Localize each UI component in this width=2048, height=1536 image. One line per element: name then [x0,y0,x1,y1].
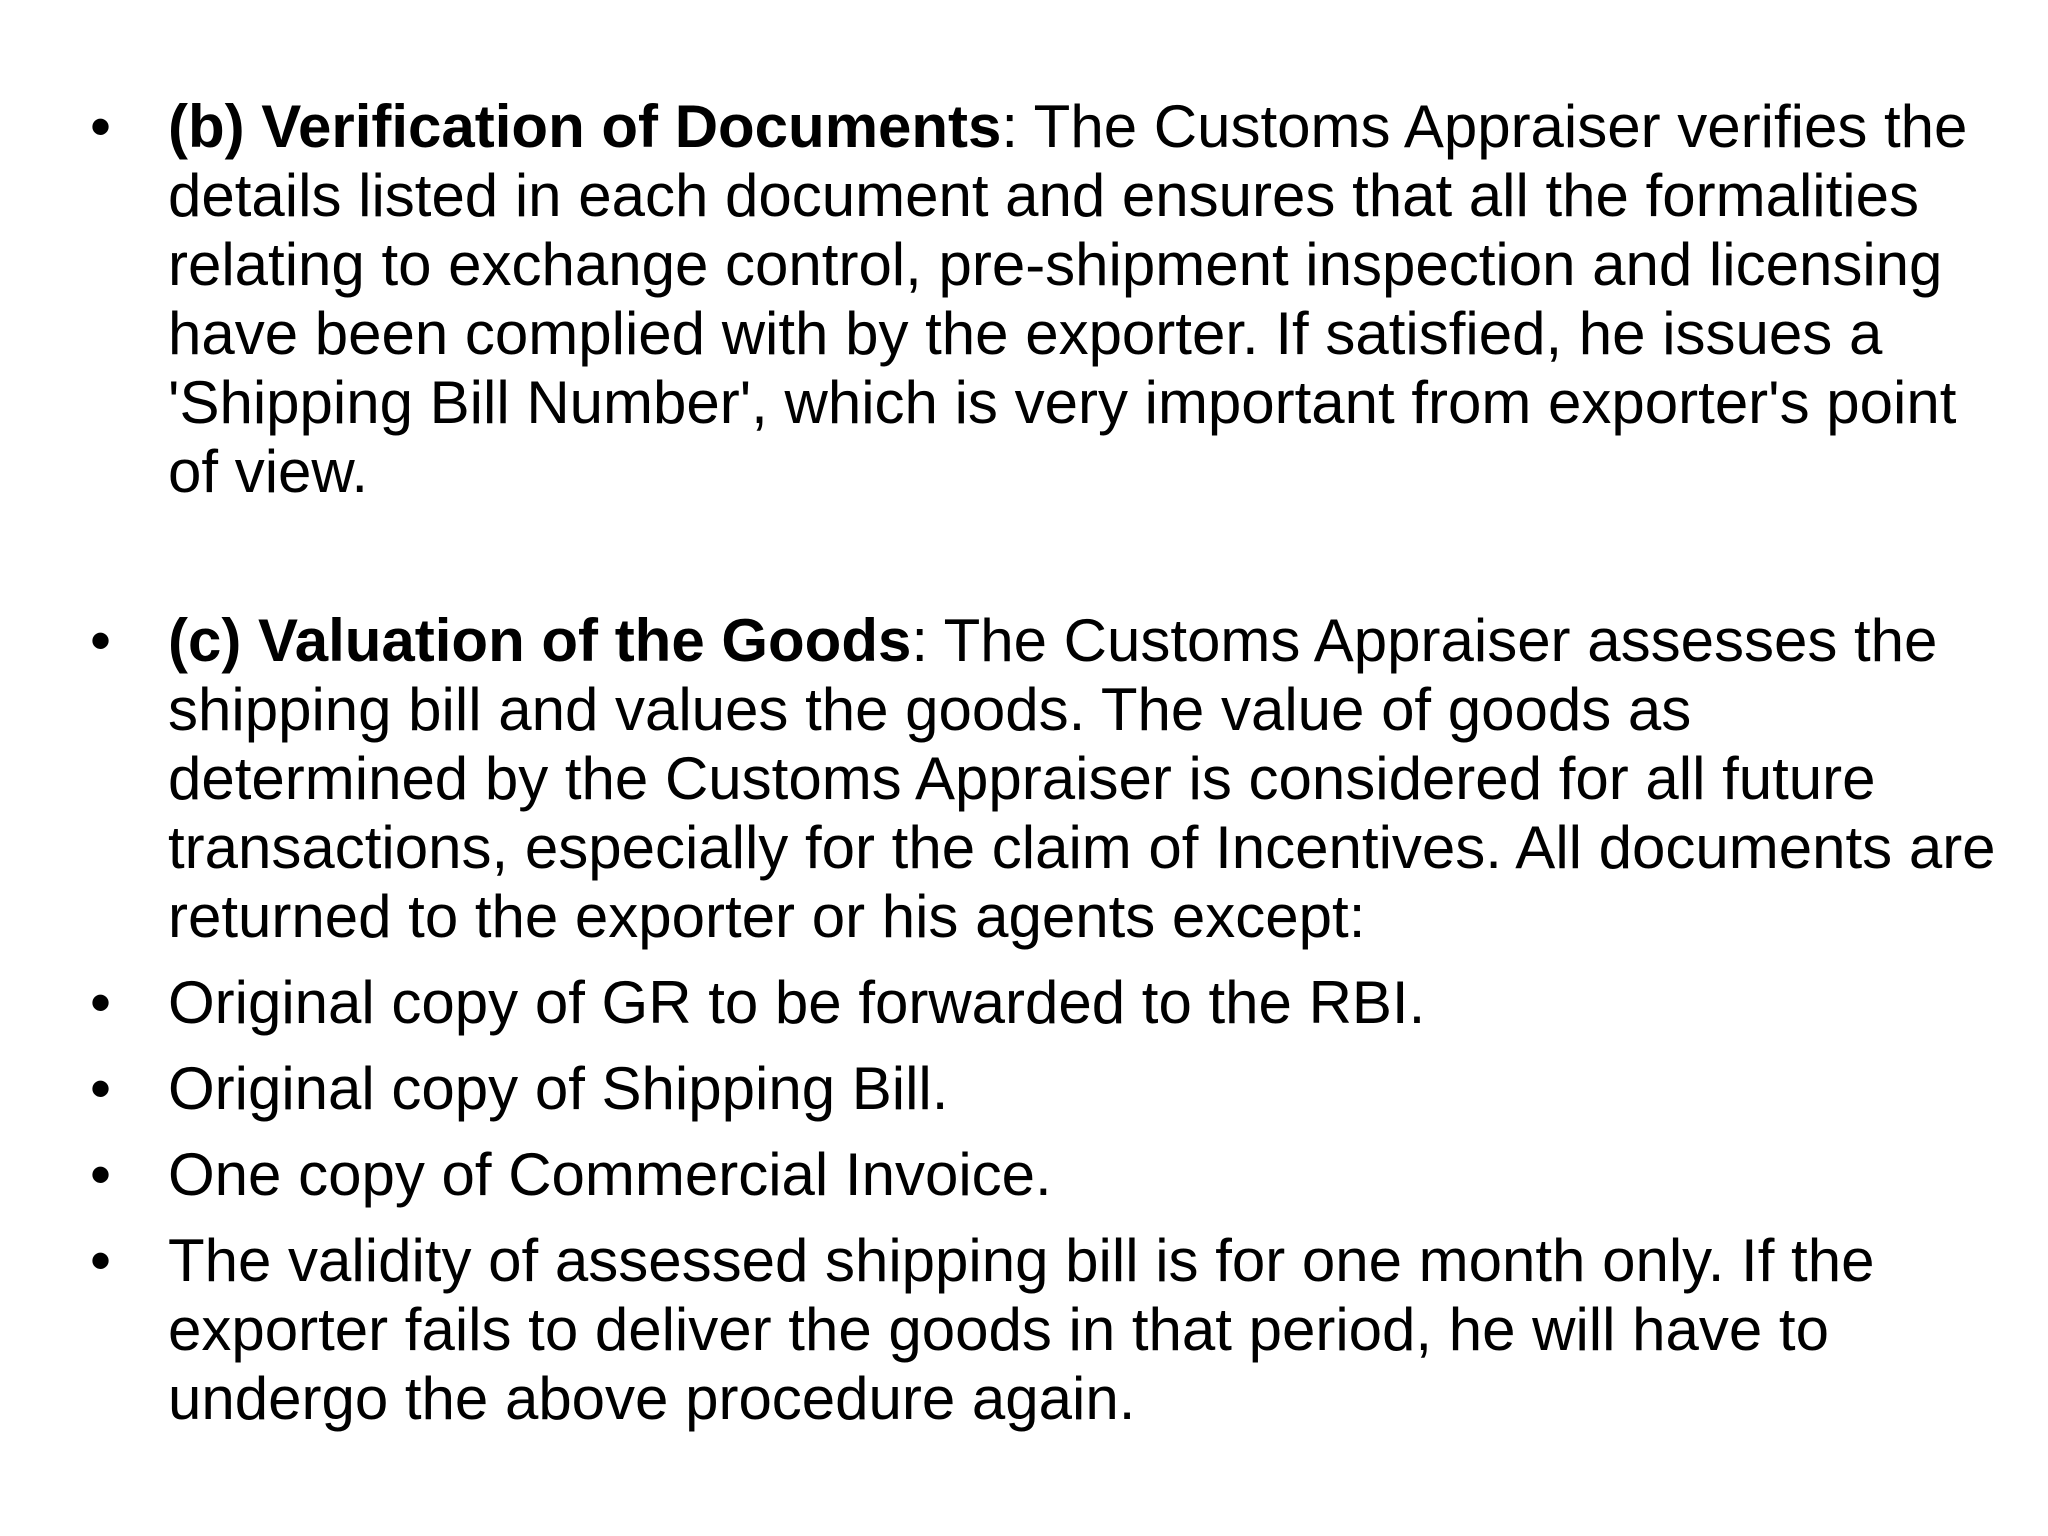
bullet-text: The Customs Appraiser assesses the shipping bill and values the goods. The value of goods as determined by the Customs Appraiser is considered for all future transactions, especially for the claim of Incentives. All documents are returned to the exporter or his agents except: [168,607,1996,950]
bullet-dot: • [90,607,112,674]
bullet-separator: : [1001,93,1019,160]
bullet-item-verification [80,92,2000,506]
bullet-dot: • [90,93,112,160]
bullet-dot: • [90,1227,112,1294]
bullet-text: Original copy of GR to be forwarded to the RBI. [168,969,1426,1036]
bullet-item-shipping-bill-copy [80,1054,2000,1123]
bullet-item-valuation [80,606,2000,951]
bullet-dot: • [90,1141,112,1208]
bullet-item-invoice-copy [80,1140,2000,1209]
bullet-dot: • [90,969,112,1036]
bullet-list [80,92,2000,1433]
bullet-separator: : [911,607,929,674]
bullet-dot: • [90,1055,112,1122]
bullet-text: The validity of assessed shipping bill is for one month only. If the exporter fails to deliver the goods in that period, he will have to undergo the above procedure again. [168,1227,1875,1432]
bullet-item-gr-copy [80,968,2000,1037]
bullet-text: One copy of Commercial Invoice. [168,1141,1052,1208]
bullet-heading: (b) Verification of Documents [168,93,1002,160]
bullet-heading: (c) Valuation of the Goods [168,607,912,674]
bullet-item-validity [80,1226,2000,1433]
bullet-text: The Customs Appraiser verifies the details listed in each document and ensures that all the formalities relating to exchange control, pre-shipment inspection and licensing have been complied with by the exporter. If satisfied, he issues a 'Shipping Bill Number', which is very important from exporter's point of view. [168,93,1968,505]
bullet-text: Original copy of Shipping Bill. [168,1055,949,1122]
